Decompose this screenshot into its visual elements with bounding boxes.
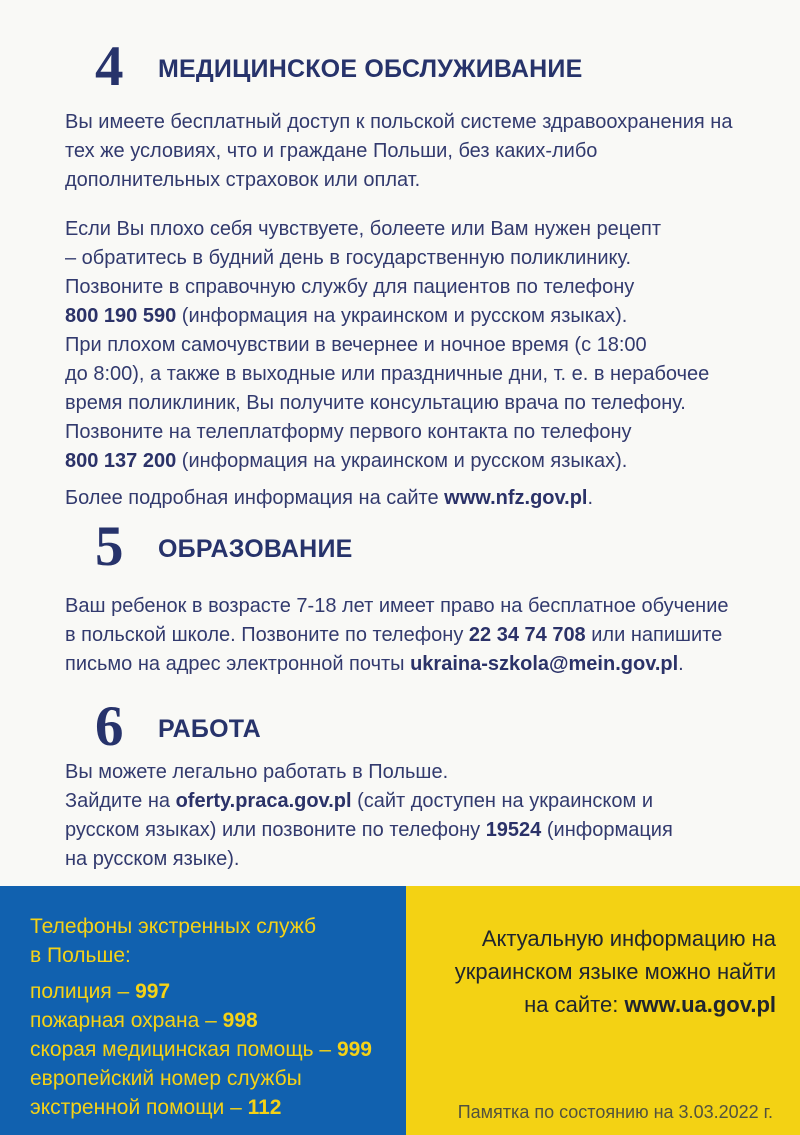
bold-text: 997	[135, 980, 171, 1003]
text-run: (сайт доступен на украинском и	[351, 790, 654, 812]
emergency-heading	[30, 912, 386, 970]
text-run: письмо на адрес электронной почты	[65, 653, 411, 675]
text-run: полиция –	[30, 980, 136, 1003]
text-run: в польской школе. Позвоните по телефону	[65, 624, 469, 646]
bold-text: www.ua.gov.pl	[624, 992, 776, 1017]
text-run: время поликлиник, Вы получите консультацию врача по телефону.	[65, 392, 686, 414]
section-number-4: 4	[95, 35, 124, 98]
bold-text: 800 137 200	[65, 450, 177, 472]
text-run: Вы имеете бесплатный доступ к польской системе здравоохранения на	[65, 111, 733, 133]
emergency-list	[30, 977, 386, 1122]
education-paragraph	[65, 592, 745, 679]
bold-text: 999	[336, 1038, 372, 1061]
text-run: русском языках) или позвоните по телефону	[65, 819, 486, 841]
emergency-item-fire	[30, 1006, 386, 1035]
bold-text: 998	[222, 1009, 258, 1032]
emergency-item-eu-112	[30, 1064, 386, 1122]
footer	[0, 886, 800, 1135]
bold-text: ukraina-szkola@mein.gov.pl	[410, 653, 679, 675]
text-run: .	[587, 487, 594, 509]
section-title-medical: МЕДИЦИНСКОЕ ОБСЛУЖИВАНИЕ	[158, 55, 583, 83]
section-education-header	[95, 515, 745, 578]
emergency-item-ambulance	[30, 1035, 386, 1064]
text-run: Зайдите на	[65, 790, 176, 812]
bold-text: oferty.praca.gov.pl	[175, 790, 352, 812]
text-run: на русском языке).	[65, 848, 240, 870]
medical-paragraph-phones	[65, 215, 745, 476]
text-run: экстренной помощи –	[30, 1096, 248, 1119]
bold-text: 800 190 590	[65, 305, 177, 327]
info-text	[416, 922, 776, 1021]
text-run: Ваш ребенок в возрасте 7-18 лет имеет право на бесплатное обучение	[65, 595, 729, 617]
text-run: (информация на украинском и русском языках).	[176, 305, 628, 327]
text-run: Если Вы плохо себя чувствуете, болеете или Вам нужен рецепт	[65, 218, 662, 240]
text-run: или напишите	[585, 624, 723, 646]
section-number-5: 5	[95, 515, 124, 578]
text-run: При плохом самочувствии в вечернее и ночное время (с 18:00	[65, 334, 647, 356]
date-note: Памятка по состоянию на 3.03.2022 г.	[457, 1102, 773, 1122]
medical-paragraph-website	[65, 484, 745, 513]
text-run: Позвоните на телеплатформу первого контакта по телефону	[65, 421, 632, 443]
text-run: (информация	[541, 819, 673, 841]
section-title-education: ОБРАЗОВАНИЕ	[158, 535, 353, 563]
section-education	[65, 515, 745, 679]
text-run: Более подробная информация на сайте	[65, 487, 445, 509]
section-title-work: РАБОТА	[158, 715, 261, 743]
text-run: Телефоны экстренных служб	[30, 915, 317, 938]
text-run: украинском языке можно найти	[454, 959, 776, 984]
text-run: до 8:00), а также в выходные или праздничные дни, т. е. в нерабочее	[65, 363, 710, 385]
section-number-6: 6	[95, 695, 124, 758]
text-run: .	[678, 653, 684, 675]
text-run: пожарная охрана –	[30, 1009, 223, 1032]
info-panel	[406, 886, 800, 1135]
text-run: Позвоните в справочную службу для пациентов по телефону	[65, 276, 635, 298]
bold-text: www.nfz.gov.pl	[444, 487, 588, 509]
text-run: дополнительных страховок или оплат.	[65, 169, 421, 191]
emergency-panel	[0, 886, 406, 1135]
text-run: Актуальную информацию на	[481, 926, 776, 951]
text-run: – обратитесь в будний день в государственную поликлинику.	[65, 247, 632, 269]
text-run: на сайте:	[524, 992, 625, 1017]
bold-text: 112	[247, 1096, 282, 1119]
work-paragraph	[65, 758, 745, 874]
text-run: (информация на украинском и русском языках).	[176, 450, 628, 472]
medical-paragraph-access	[65, 108, 745, 195]
text-run: Вы можете легально работать в Польше.	[65, 761, 449, 783]
section-medical-header	[95, 35, 745, 98]
section-medical	[65, 35, 745, 513]
emergency-item-police	[30, 977, 386, 1006]
text-run: скорая медицинская помощь –	[30, 1038, 337, 1061]
text-run: тех же условиях, что и граждане Польши, без каких-либо	[65, 140, 598, 162]
bold-text: 22 34 74 708	[468, 624, 586, 646]
section-work	[65, 695, 745, 874]
section-work-header	[95, 695, 745, 758]
text-run: европейский номер службы	[30, 1067, 302, 1090]
bold-text: 19524	[485, 819, 542, 841]
text-run: в Польше:	[30, 944, 131, 967]
